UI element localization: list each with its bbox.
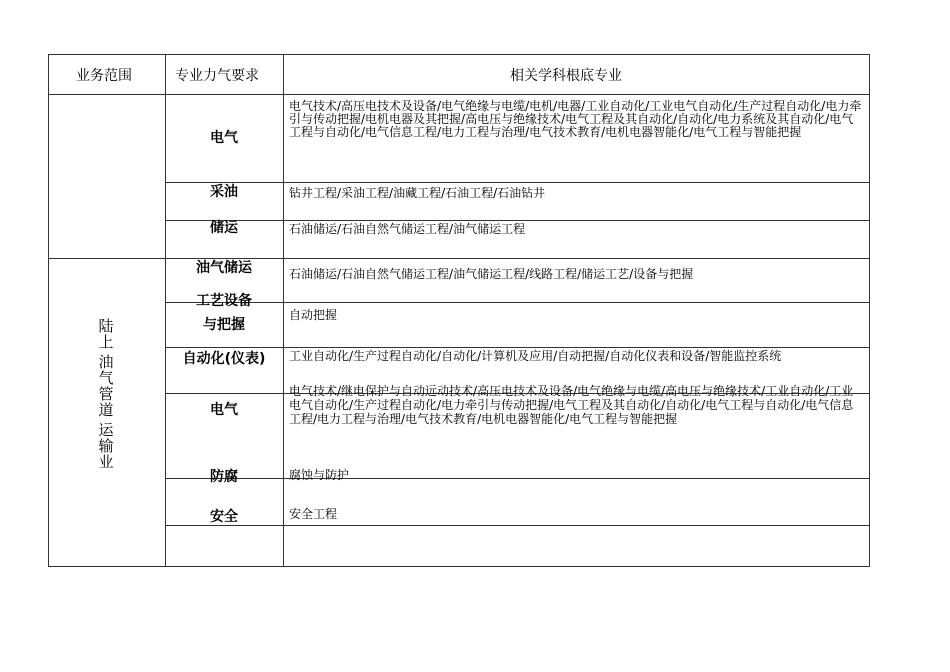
majors-cell: 自动把握 [289, 308, 338, 322]
vertical-char: 油 [98, 353, 114, 371]
majors-cell: 腐蚀与防护 [289, 468, 350, 482]
table-left-border [48, 54, 49, 567]
majors-cell: 石油储运/石油自然气储运工程/油气储运工程 [289, 222, 526, 236]
vertical-char: 运 [98, 421, 114, 439]
category-cell: 安全 [210, 509, 238, 525]
table-bottom-border [48, 566, 870, 567]
majors-cell: 工业自动化/生产过程自动化/自动化/计算机及应用/自动把握/自动化仪表和设备/智能监控系统 [289, 349, 782, 363]
table-top-border [48, 54, 870, 55]
header-bottom-border [48, 94, 870, 95]
vertical-char: 管 [98, 385, 114, 403]
vertical-char: 业 [98, 453, 114, 471]
vertical-char: 气 [98, 369, 114, 387]
vertical-section-label [97, 318, 115, 470]
category-cell: 工艺设备 [196, 293, 252, 309]
header-related-majors: 相关学科根底专业 [510, 68, 622, 84]
category-cell: 采油 [210, 184, 238, 200]
majors-cell: 电气技术/高压电技术及设备/电气绝缘与电缆/电机/电器/工业自动化/工业电气自动化/生产过程自动化/电力牵引与传动把握/电机电器及其把握/高电压与绝缘技术/电气工程及其自动化/自动化/电力系统及其自动化/电气工程与自动化/电气信息工程/电力工程与治理/电气技术教育/电机电器智能化/电气工程与智能把握 [289, 99, 862, 139]
category-cell-continued: 与把握 [203, 317, 245, 333]
category-cell: 自动化(仪表) [182, 351, 266, 367]
vertical-char: 上 [98, 333, 114, 351]
majors-cell: 安全工程 [289, 507, 338, 521]
majors-cell: 电气技术/继电保护与自动远动技术/高压电技术及设备/电气绝缘与电缆/高电压与绝缘技术/工业自动化/工业电气自动化/生产过程自动化/电力牵引与传动把握/电气工程及其自动化/自动化/电气工程与自动化/电气信息工程/电力工程与治理/电气技术教育/电机电器智能化/电气工程与智能把握 [289, 384, 854, 426]
vertical-char: 输 [98, 437, 114, 455]
category-cell: 油气储运 [196, 260, 252, 276]
category-cell: 储运 [210, 220, 238, 236]
table-right-border [869, 54, 870, 567]
majors-cell: 石油储运/石油自然气储运工程/油气储运工程/线路工程/储运工艺/设备与把握 [289, 267, 694, 281]
vertical-char: 道 [98, 401, 114, 419]
category-cell: 电气 [210, 130, 238, 146]
category-cell: 防腐 [210, 469, 238, 485]
vertical-char: 陆 [98, 317, 114, 335]
column-divider [283, 54, 284, 567]
category-cell: 电气 [210, 402, 238, 418]
header-business-scope: 业务范围 [76, 68, 132, 84]
majors-cell: 钻井工程/采油工程/油藏工程/石油工程/石油钻井 [289, 186, 546, 200]
header-professional-requirement: 专业力气要求 [175, 68, 259, 84]
